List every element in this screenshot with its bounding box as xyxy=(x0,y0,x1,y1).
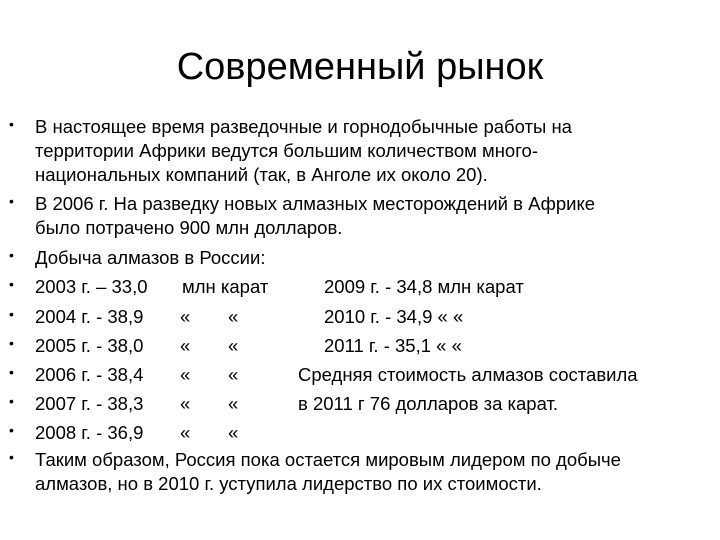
ditto-mark: « xyxy=(180,393,191,414)
production-right-text: 2011 г. - 35,1 « « xyxy=(324,335,462,356)
production-year-value: 2005 г. - 38,0 xyxy=(35,335,144,356)
production-year-value: 2003 г. – 33,0 xyxy=(35,276,148,297)
production-unit: млн карат xyxy=(182,276,269,297)
ditto-mark: « xyxy=(228,306,239,327)
average-price-text: Средняя стоимость алмазов составила xyxy=(298,364,638,385)
bullet-text: Таким образом, Россия пока остается мировым лидером по добыче xyxy=(35,449,621,470)
bullet-icon: • xyxy=(9,393,14,409)
production-right-text: 2009 г. - 34,8 млн карат xyxy=(324,276,524,297)
production-right-text: 2010 г. - 34,9 « « xyxy=(324,306,464,327)
ditto-mark: « xyxy=(228,393,239,414)
production-year-value: 2006 г. - 38,4 xyxy=(35,364,144,385)
ditto-mark: « xyxy=(228,364,239,385)
ditto-mark: « xyxy=(228,422,239,443)
ditto-mark: « xyxy=(180,364,191,385)
ditto-mark: « xyxy=(228,335,239,356)
slide-title: Современный рынок xyxy=(176,46,544,88)
bullet-icon: • xyxy=(9,335,14,351)
bullet-icon: • xyxy=(9,247,14,263)
bullet-text-continuation: алмазов, но в 2010 г. уступила лидерство по их стоимости. xyxy=(35,473,542,494)
bullet-text: Добыча алмазов в России: xyxy=(35,247,266,268)
production-year-value: 2004 г. - 38,9 xyxy=(35,306,144,327)
bullet-icon: • xyxy=(9,276,14,292)
bullet-icon: • xyxy=(9,449,14,465)
bullet-icon: • xyxy=(9,116,14,132)
bullet-text-continuation: национальных компаний (так, в Анголе их около 20). xyxy=(35,164,488,185)
bullet-icon: • xyxy=(9,193,14,209)
average-price-text: в 2011 г 76 долларов за карат. xyxy=(298,393,559,414)
ditto-mark: « xyxy=(180,306,191,327)
bullet-icon: • xyxy=(9,364,14,380)
ditto-mark: « xyxy=(180,422,191,443)
bullet-text-continuation: было потрачено 900 млн долларов. xyxy=(35,217,343,238)
bullet-text: В 2006 г. На разведку новых алмазных месторождений в Африке xyxy=(35,193,596,214)
bullet-text-continuation: территории Африки ведутся большим количеством много- xyxy=(35,140,538,161)
ditto-mark: « xyxy=(180,335,191,356)
bullet-icon: • xyxy=(9,422,14,438)
production-year-value: 2007 г. - 38,3 xyxy=(35,393,144,414)
bullet-text: В настоящее время разведочные и горнодобычные работы на xyxy=(35,116,572,137)
bullet-icon: • xyxy=(9,306,14,322)
production-year-value: 2008 г. - 36,9 xyxy=(35,422,144,443)
